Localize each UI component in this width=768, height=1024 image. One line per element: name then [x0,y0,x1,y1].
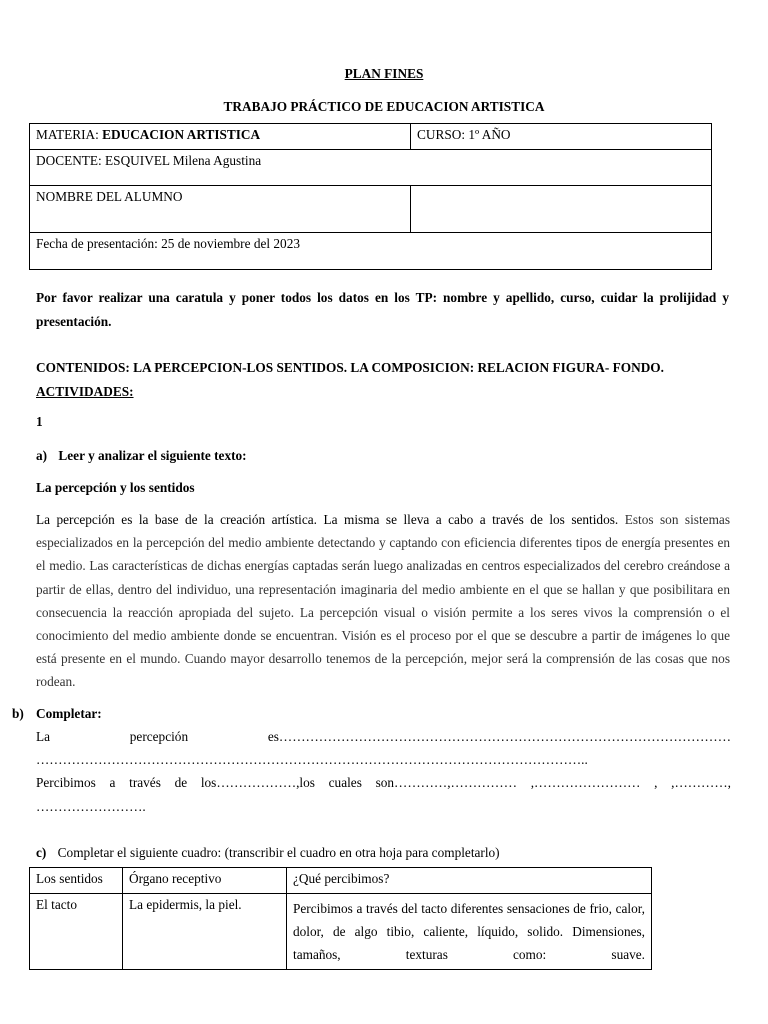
fill-line-3 [36,775,731,791]
contenidos-heading: CONTENIDOS: LA PERCEPCION-LOS SENTIDOS. LA COMPOSICION: RELACION FIGURA- FONDO. [36,360,664,375]
senses-table [29,867,652,970]
header-cell: Órgano receptivo [123,868,287,894]
fill-word: Percibimos [36,775,96,790]
reading-title: La percepción y los sentidos [36,480,195,495]
fill-line-4: ……………………. [36,799,146,814]
organo-cell: La epidermis, la piel. [123,894,287,970]
alumno-value-cell[interactable] [411,186,712,233]
materia-label: MATERIA: [36,127,103,142]
reading-paragraph [36,508,730,694]
item-a-label: Leer y analizar el siguiente texto: [58,448,247,463]
item-b-letter: b) [12,706,24,721]
item-a-heading [36,448,247,464]
activity-number: 1 [36,414,43,429]
item-b-label: Completar: [36,706,102,721]
fill-blank: ,…………………… [530,775,641,790]
percepcion-cell: Percibimos a través del tacto diferentes sensaciones de frio, calor, dolor, de algo tibio, caliente, líquido, solido. Dimensiones, tamaños, texturas como: suave. [287,894,652,970]
fill-line-2: …………………………………………………………………………………………………………….. [36,752,588,767]
fill-blank: los………………,los [200,775,315,790]
info-table [29,123,712,270]
header-cell: Los sentidos [30,868,123,894]
fill-word: de [174,775,188,790]
fill-word: a [109,775,116,790]
materia-cell [30,124,411,150]
alumno-label-cell: NOMBRE DEL ALUMNO [30,186,411,233]
fecha-cell: Fecha de presentación: 25 de noviembre del 2023 [30,233,712,270]
item-c-label: Completar el siguiente cuadro: (transcribir el cuadro en otra hoja para completarlo) [57,845,500,860]
reading-lead: La percepción es la base de la creación artística. La misma se lleva a cabo a través de los sentidos. [36,512,619,527]
docente-cell: DOCENTE: ESQUIVEL Milena Agustina [30,150,712,186]
table-row [30,894,652,970]
fill-word: percepción [129,729,189,744]
instructions-text: Por favor realizar una caratula y poner todos los datos en los TP: nombre y apellido, curso, cuidar la prolijidad y presentación. [36,290,729,329]
fill-word: través [129,775,161,790]
item-c-letter: c) [36,845,47,860]
fill-blank: ,…………, [671,775,731,790]
fill-blank: , [654,775,658,790]
fill-word: cuales [328,775,362,790]
materia-value: EDUCACION ARTISTICA [102,127,261,142]
fill-line-1 [36,729,731,745]
document-subtitle: TRABAJO PRÁCTICO DE EDUCACION ARTISTICA [223,99,545,114]
table-header-row [30,868,652,894]
item-a-letter: a) [36,448,48,463]
document-title: PLAN FINES [344,66,424,81]
sentido-cell: El tacto [30,894,123,970]
fill-blank: son…………,…………… [375,775,518,790]
item-c-heading [36,845,500,861]
fill-word: La [36,729,51,744]
header-cell: ¿Qué percibimos? [287,868,652,894]
reading-body: Estos son sistemas especializados en la percepción del medio ambiente detectando y captando con eficiencia diferentes tipos de energía presentes en el medio. Las características de dichas energías captadas serán luego analizadas en centros especializados del cerebro creándose a partir de ellas, dentro del individuo, una representación imaginaria del medio ambiente en el que se hallan y que posibilitara en consecuencia la reacción apropiada del sujeto. La percepción visual o visión permite a los seres vivos la comprensión o el conocimiento del medio ambiente donde se encuentran. Visión es el proceso por el que se descubre a partir de imágenes lo que está presente en el mundo. Cuando mayor desarrollo tenemos de la percepción, mejor será la comprensión de las cosas que nos rodean. [36,512,730,690]
fill-blank: es………………………………………………………………………………………… [267,729,731,744]
curso-cell: CURSO: 1º AÑO [411,124,712,150]
actividades-heading: ACTIVIDADES: [36,384,134,399]
